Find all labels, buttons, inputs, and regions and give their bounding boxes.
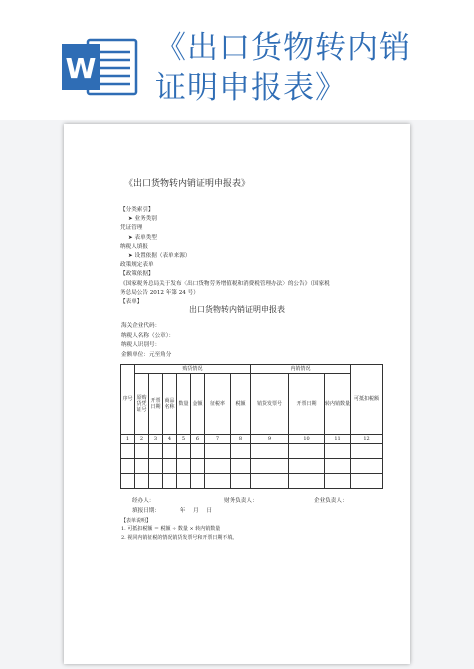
banner-title xyxy=(155,28,465,108)
form-notes xyxy=(121,517,237,542)
header-tax: 税额 xyxy=(231,374,251,435)
business-type-value: 凭证管理 xyxy=(120,225,143,232)
form-type-label: ➤ 表单类型 xyxy=(128,234,157,241)
document-title: 《出口货物转内销证明申报表》 xyxy=(124,179,251,189)
finance-head-label: 财务负责人： xyxy=(224,498,258,504)
header-sales-invoice-no: 销货发票号 xyxy=(251,374,289,435)
form-type-value: 纳税人填报 xyxy=(120,243,148,250)
date-line xyxy=(132,506,212,514)
basis-label: ➤ 设置依据（表单来源） xyxy=(128,253,191,260)
year-label: 年 xyxy=(179,508,186,514)
header-invoice-date: 开票日期 xyxy=(149,374,163,435)
header-transfer-qty: 转内销数量 xyxy=(325,374,351,435)
policy-header: 【政策依据】 xyxy=(120,271,154,278)
index-cell: 10 xyxy=(289,435,325,444)
enterprise-head-label: 企业负责人： xyxy=(314,498,348,504)
index-cell: 9 xyxy=(251,435,289,444)
document-meta xyxy=(120,206,395,307)
index-cell: 4 xyxy=(163,435,177,444)
header-domestic-group: 内销情况 xyxy=(251,365,351,374)
taxpayer-name-label: 纳税人名称（公章）： xyxy=(121,332,175,339)
form-info xyxy=(121,322,174,360)
operator-label: 经办人： xyxy=(132,498,155,504)
index-cell: 7 xyxy=(205,435,231,444)
form-header: 【表单】 xyxy=(120,299,143,306)
header-goods-name: 商品名称 xyxy=(163,374,177,435)
index-cell: 8 xyxy=(231,435,251,444)
note-1: 1. 可抵扣税额 ＝ 税额 ÷ 数量 × 转内销数量 xyxy=(121,526,221,533)
banner xyxy=(0,0,474,120)
notes-header: 【表单说明】 xyxy=(121,518,152,524)
policy-text-2: 务总局公告 2012 年第 24 号） xyxy=(120,289,199,296)
document-page xyxy=(64,124,410,664)
day-label: 日 xyxy=(206,508,213,514)
header-deductible-tax: 可抵扣税额 xyxy=(351,365,383,435)
word-logo-letter: W xyxy=(65,52,97,85)
basis-value: 政策规定表单 xyxy=(120,262,154,269)
header-sales-invoice-date: 开票日期 xyxy=(289,374,325,435)
header-quantity: 数量 xyxy=(177,374,191,435)
index-cell: 5 xyxy=(177,435,191,444)
amount-unit-label: 金额单位：元至角分 xyxy=(121,351,172,358)
header-amount: 金额 xyxy=(191,374,205,435)
index-cell: 2 xyxy=(135,435,149,444)
date-label: 填报日期： xyxy=(132,508,160,514)
table-row xyxy=(121,474,383,489)
customs-code-label: 海关企业代码： xyxy=(121,323,161,329)
declaration-table xyxy=(120,364,383,489)
header-seq: 序号 xyxy=(121,365,135,435)
banner-title-line2: 证明申报表》 xyxy=(155,70,347,106)
index-cell: 1 xyxy=(121,435,135,444)
index-cell: 12 xyxy=(351,435,383,444)
index-cell: 6 xyxy=(191,435,205,444)
table-row xyxy=(121,459,383,474)
header-tax-rate: 征税率 xyxy=(205,374,231,435)
business-type-label: ➤ 业务类别 xyxy=(128,216,157,223)
table-row xyxy=(121,444,383,459)
index-cell: 11 xyxy=(325,435,351,444)
index-row xyxy=(121,435,383,444)
banner-title-line1: 《出口货物转内销 xyxy=(155,30,411,66)
word-document-icon xyxy=(62,38,138,96)
policy-text-1: 《国家税务总局关于发布〈出口货物劳务增值税和消费税管理办法〉的公告》（国家税 xyxy=(120,280,330,287)
month-label: 月 xyxy=(193,508,199,514)
taxpayer-id-label: 纳税人识别号： xyxy=(121,342,161,348)
category-header: 【分类索引】 xyxy=(120,207,154,213)
header-original-purchase-seq: 原购货凭证号 xyxy=(135,374,149,435)
index-cell: 3 xyxy=(149,435,163,444)
note-2: 2. 视同内销征税的情况销货发票号和开票日期不填。 xyxy=(121,534,238,541)
header-purchase-group: 购货情况 xyxy=(135,365,251,374)
form-title: 出口货物转内销证明申报表 xyxy=(189,305,285,314)
